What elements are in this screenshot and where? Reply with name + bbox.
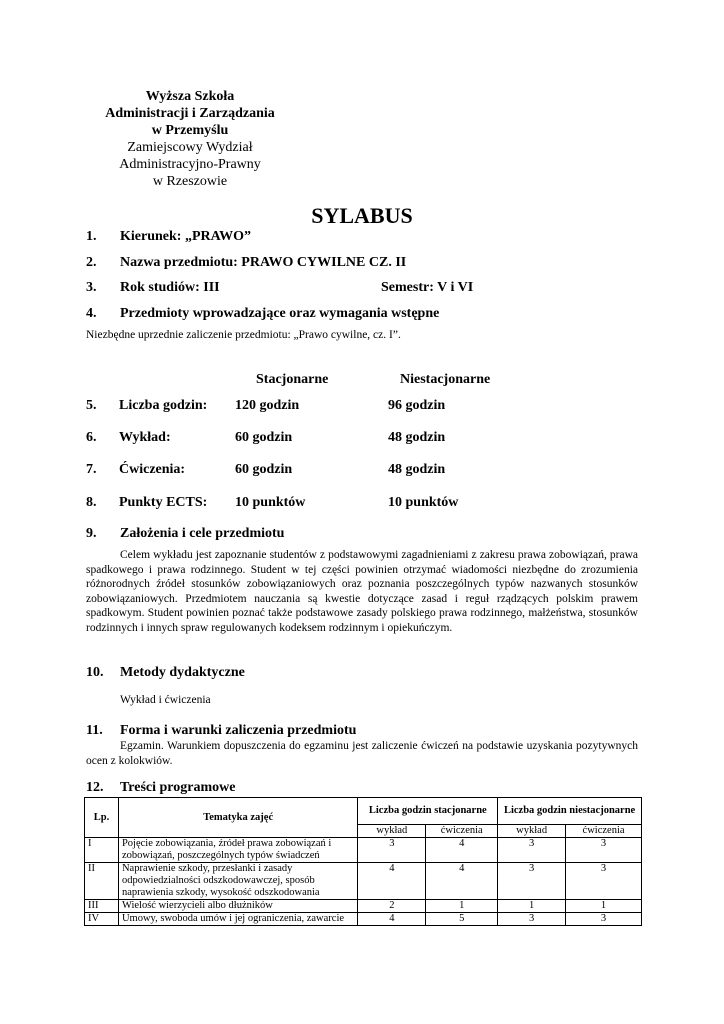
row-topic: Umowy, swoboda umów i jej ograniczenia, zawarcie <box>118 913 357 926</box>
goals-paragraph: Celem wykładu jest zapoznanie studentów z podstawowymi zagadnieniami z zakresu prawa zobowiązań, prawa spadkowego i prawa rodzinnego. Student w tej części powinien otrzymać wiadomości niezbędne do zrozumienia różnorodnych źródeł stosunków zobowiązaniowych oraz poznania poszczególnych typów nazwanych stosunków zobowiązaniowych. Przedmiotem nauczania są kwestie dotyczące zasad i reguł rządzących polskim prawem spadkowym. Student powinien poznać także podstawowe zasady polskiego prawa rodzinnego, małżeństwa, stosunków rodzinnych i innych spraw regulowanych kodeksem rodzinnym i opiekuńczym. <box>86 549 638 634</box>
item-text: Forma i warunki zaliczenia przedmiotu <box>120 723 357 738</box>
item-number: 6. <box>86 430 97 445</box>
item-number: 2. <box>86 255 97 270</box>
item-number: 10. <box>86 665 104 680</box>
item-number: 8. <box>86 495 97 510</box>
row-topic: Wielość wierzycieli albo dłużników <box>118 900 357 913</box>
row-niestac-wyklad: 3 <box>498 838 566 863</box>
institution-header <box>80 88 300 190</box>
row-stac-cwiczenia: 5 <box>426 913 498 926</box>
hours-row <box>86 430 646 448</box>
item-number: 9. <box>86 526 97 541</box>
item-text: Metody dydaktyczne <box>120 665 245 680</box>
item-text: Rok studiów: III <box>120 280 220 295</box>
header-line: Wyższa Szkoła <box>145 89 235 104</box>
hours-niestacjonarne: 10 punktów <box>388 495 459 510</box>
row-stac-wyklad: 3 <box>358 838 426 863</box>
hours-row <box>86 398 646 416</box>
table-row <box>85 863 642 900</box>
header-cwiczenia: ćwiczenia <box>566 825 642 838</box>
hours-stacjonarne: 120 godzin <box>235 398 300 413</box>
item-number: 7. <box>86 462 97 477</box>
row-topic: Naprawienie szkody, przesłanki i zasady odpowiedzialności odszkodowawczej, sposób naprawienia szkody, wysokość odszkodowania <box>118 863 357 900</box>
row-lp: II <box>85 863 119 900</box>
semestr-text: Semestr: V i VI <box>381 280 474 295</box>
table-row <box>85 900 642 913</box>
header-lp: Lp. <box>85 798 119 838</box>
row-niestac-cwiczenia: 3 <box>566 913 642 926</box>
hours-row <box>86 495 646 513</box>
header-hours-stacjonarne: Liczba godzin stacjonarne <box>358 798 498 825</box>
hours-stacjonarne: 10 punktów <box>235 495 306 510</box>
header-hours-niestacjonarne: Liczba godzin niestacjonarne <box>498 798 642 825</box>
column-header-niestacjonarne: Niestacjonarne <box>400 372 491 387</box>
row-lp: IV <box>85 913 119 926</box>
hours-niestacjonarne: 48 godzin <box>388 462 446 477</box>
row-stac-wyklad: 4 <box>358 913 426 926</box>
methods-text: Wykład i ćwiczenia <box>120 694 211 706</box>
row-niestac-wyklad: 3 <box>498 863 566 900</box>
row-stac-cwiczenia: 1 <box>426 900 498 913</box>
hours-label: Punkty ECTS: <box>119 495 208 510</box>
row-lp: I <box>85 838 119 863</box>
column-header-stacjonarne: Stacjonarne <box>256 372 329 387</box>
header-topic: Tematyka zajęć <box>118 798 357 838</box>
row-lp: III <box>85 900 119 913</box>
header-cwiczenia: ćwiczenia <box>426 825 498 838</box>
document-title: SYLABUS <box>311 203 413 228</box>
row-niestac-cwiczenia: 1 <box>566 900 642 913</box>
item-text: Kierunek: „PRAWO” <box>120 229 252 244</box>
table-row <box>85 838 642 863</box>
hours-row <box>86 462 646 480</box>
hours-stacjonarne: 60 godzin <box>235 430 293 445</box>
row-stac-cwiczenia: 4 <box>426 838 498 863</box>
item-number: 12. <box>86 780 104 795</box>
item-text: Treści programowe <box>120 780 236 795</box>
row-stac-wyklad: 2 <box>358 900 426 913</box>
row-niestac-wyklad: 3 <box>498 913 566 926</box>
row-niestac-cwiczenia: 3 <box>566 838 642 863</box>
program-table <box>84 797 642 926</box>
header-line: Administracyjno-Prawny <box>119 157 261 172</box>
assessment-paragraph: Egzamin. Warunkiem dopuszczenia do egzaminu jest zaliczenie ćwiczeń na podstawie uzyskania pozytywnych ocen z kolokwiów. <box>86 740 638 767</box>
item-number: 4. <box>86 306 97 321</box>
item-number: 5. <box>86 398 97 413</box>
table-row <box>85 913 642 926</box>
header-line: w Rzeszowie <box>152 174 228 189</box>
header-line: w Przemyślu <box>151 123 229 138</box>
hours-label: Wykład: <box>119 430 171 445</box>
item-text: Nazwa przedmiotu: PRAWO CYWILNE CZ. II <box>120 255 407 270</box>
header-wyklad: wykład <box>358 825 426 838</box>
item-text: Założenia i cele przedmiotu <box>120 526 285 541</box>
item-number: 1. <box>86 229 97 244</box>
row-niestac-cwiczenia: 3 <box>566 863 642 900</box>
hours-niestacjonarne: 96 godzin <box>388 398 446 413</box>
header-line: Zamiejscowy Wydział <box>127 140 253 155</box>
header-wyklad: wykład <box>498 825 566 838</box>
row-topic: Pojęcie zobowiązania, źródeł prawa zobowiązań i zobowiązań, poszczególnych typów świadczeń <box>118 838 357 863</box>
row-stac-wyklad: 4 <box>358 863 426 900</box>
header-line: Administracji i Zarządzania <box>105 106 275 121</box>
row-stac-cwiczenia: 4 <box>426 863 498 900</box>
hours-niestacjonarne: 48 godzin <box>388 430 446 445</box>
item-number: 11. <box>86 723 103 738</box>
hours-label: Liczba godzin: <box>119 398 208 413</box>
row-niestac-wyklad: 1 <box>498 900 566 913</box>
prerequisite-text: Niezbędne uprzednie zaliczenie przedmiotu: „Prawo cywilne, cz. I”. <box>86 329 401 341</box>
item-number: 3. <box>86 280 97 295</box>
hours-label: Ćwiczenia: <box>119 462 186 477</box>
hours-stacjonarne: 60 godzin <box>235 462 293 477</box>
item-text: Przedmioty wprowadzające oraz wymagania wstępne <box>120 306 440 321</box>
